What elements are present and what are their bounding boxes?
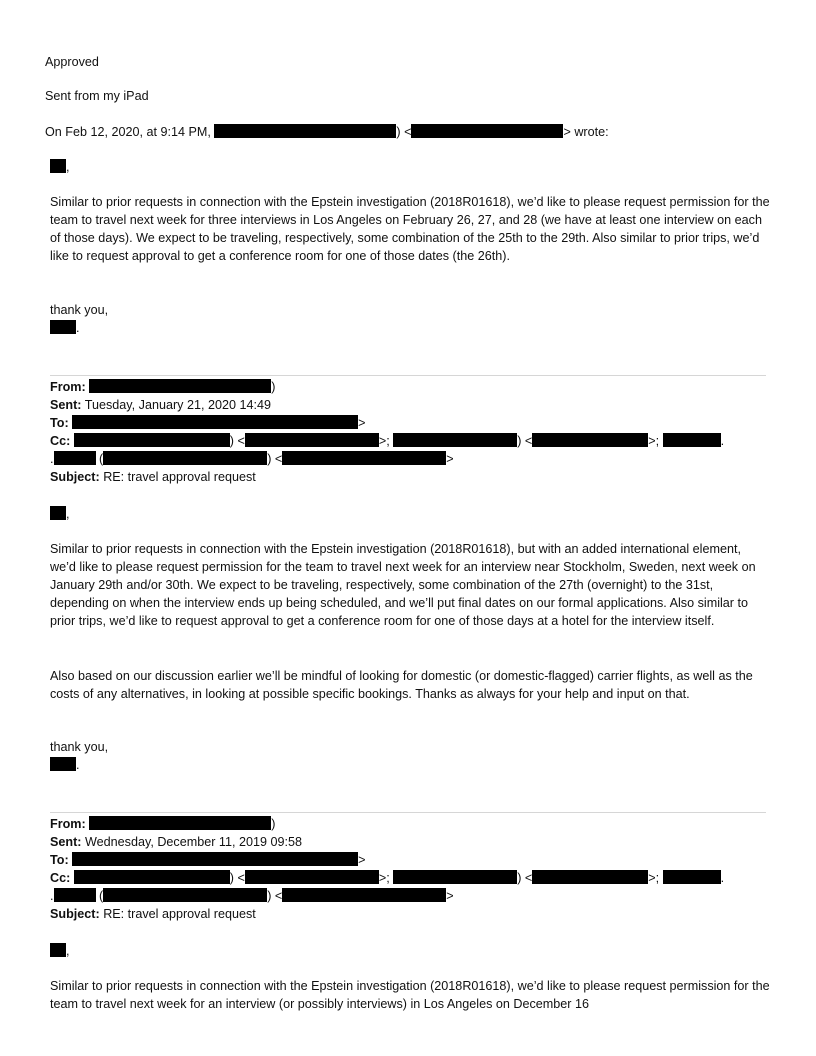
redaction-bar [532,433,648,447]
redaction-bar [74,870,230,884]
message-body: Similar to prior requests in connection with the Epstein investigation (2018R01618), we’d like to please request permission for the team to travel next week for an interview (or possibly interviews) in Los Angeles on December 16 [50,979,770,1011]
greeting-line [50,942,70,960]
sent-line [50,833,302,851]
redaction-bar [245,433,379,447]
cc-line-continued [50,887,454,905]
redaction-bar [72,852,358,866]
greeting-line [50,505,70,523]
greeting-comma: , [66,160,70,174]
redaction-bar [393,433,517,447]
subject-label: Subject: [50,470,100,484]
subject-value: RE: travel approval request [103,907,256,921]
approved-text: Approved [45,55,99,69]
from-label: From: [50,380,86,394]
cc-line-continued [50,450,454,468]
redaction-bar [663,870,721,884]
cc-line [50,432,724,450]
closing-text: thank you, [50,740,109,754]
to-line [50,414,366,432]
sent-value: Tuesday, January 21, 2020 14:49 [84,398,272,412]
punct: ) [271,380,276,394]
quoted-date-prefix: On Feb 12, 2020, at 9:14 PM, [45,125,211,139]
subject-label: Subject: [50,907,100,921]
punct: . [50,889,54,903]
greeting-line [50,158,70,176]
from-line [50,815,275,833]
redaction-bar [50,943,66,957]
redaction-bar [282,451,446,465]
redaction-bar [54,888,96,902]
punct: > [358,416,366,430]
cc-label: Cc: [50,434,71,448]
redaction-bar [89,816,271,830]
punct: ) < [396,125,412,139]
greeting-comma: , [66,507,70,521]
redaction-bar [282,888,446,902]
subject-value: RE: travel approval request [103,470,256,484]
punct: ) < [267,889,283,903]
greeting-comma: , [66,944,70,958]
wrote-suffix: > wrote: [563,125,609,139]
punct: ( [99,889,104,903]
punct: >; [648,434,660,448]
punct: ) [271,817,276,831]
signature-line [50,756,80,774]
redaction-bar [103,451,267,465]
redaction-bar [411,124,563,138]
signature-period: . [76,321,80,335]
punct: > [446,452,454,466]
punct: >; [378,871,390,885]
punct: ) < [229,434,245,448]
punct: . [720,871,725,885]
to-label: To: [50,416,69,430]
signature-line [50,319,80,337]
punct: . [50,452,54,466]
sent-label: Sent: [50,835,82,849]
redaction-bar [103,888,267,902]
redaction-bar [50,159,66,173]
subject-line [50,905,256,923]
punct: > [358,853,366,867]
message-body-2: Also based on our discussion earlier we’ll be mindful of looking for domestic (or domestic-flagged) carrier flights, as well as the costs of any alternatives, in looking at possible specific bookings. Thanks as always for your help and input on that. [50,669,753,701]
redaction-bar [393,870,517,884]
to-line [50,851,366,869]
message-body: Similar to prior requests in connection with the Epstein investigation (2018R01618), but with an added international element, we’d like to please request permission for the team to travel next week for an interview near Stockholm, Sweden, next week on January 29th and/or 30th. We expect to be traveling, respectively, some combination of the 27th (overnight) to the 31st, depending on when the interview ends up being scheduled, and we’ll put final dates on our formal applications. Also similar to prior trips, we’d like to request approval to get a conference room for one of those days at a hotel for the interview itself. [50,542,756,628]
to-label: To: [50,853,69,867]
punct: ) < [229,871,245,885]
closing-text: thank you, [50,303,109,317]
quoted-header-line [45,123,609,141]
punct: >; [378,434,390,448]
sent-value: Wednesday, December 11, 2019 09:58 [84,835,303,849]
cc-label: Cc: [50,871,71,885]
punct: ) < [517,434,533,448]
signature-period: . [76,758,80,772]
redaction-bar [54,451,96,465]
punct: ) < [517,871,533,885]
redaction-bar [50,506,66,520]
subject-line [50,468,256,486]
redaction-bar [663,433,721,447]
redaction-bar [50,320,76,334]
redaction-bar [532,870,648,884]
reply-signature: Sent from my iPad [45,89,149,103]
redaction-bar [89,379,271,393]
sent-line [50,396,271,414]
punct: ( [99,452,104,466]
message-separator [50,375,766,376]
punct: ) < [267,452,283,466]
redaction-bar [72,415,358,429]
from-line [50,378,275,396]
redaction-bar [50,757,76,771]
redaction-bar [245,870,379,884]
cc-line [50,869,724,887]
from-label: From: [50,817,86,831]
redaction-bar [214,124,396,138]
punct: > [446,889,454,903]
message-body: Similar to prior requests in connection with the Epstein investigation (2018R01618), we’d like to please request permission for the team to travel next week for three interviews in Los Angeles on February 26, 27, and 28 (we have at least one interview on each of those days). We expect to be traveling, respectively, some combination of the 25th to the 29th. Also similar to prior trips, we’d like to request approval to get a conference room for one of those dates (the 26th). [50,195,770,263]
punct: . [720,434,725,448]
punct: >; [648,871,660,885]
redaction-bar [74,433,230,447]
sent-label: Sent: [50,398,82,412]
message-separator [50,812,766,813]
